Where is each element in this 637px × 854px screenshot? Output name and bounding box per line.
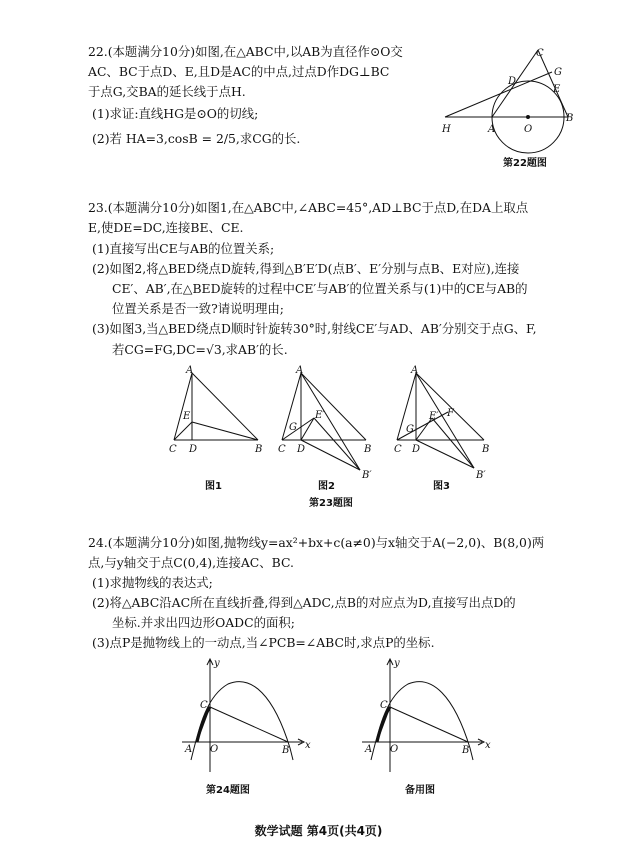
q23-fig3-label-b: B [482, 444, 490, 455]
q23-line-8: 若CG=FG,DC=√3,求AB′的长. [112, 342, 288, 357]
q23-fig2-label-b-prime: B′ [362, 470, 372, 481]
q23-fig2 [278, 365, 388, 481]
q23-fig1-label-a: A [186, 365, 194, 376]
q22-line-4: (1)求证:直线HG是⊙O的切线; [92, 106, 259, 121]
q23-line-1: 23.(本题满分10分)如图1,在△ABC中,∠ABC=45°,AD⊥BC于点D,在DA上取点 [88, 200, 529, 215]
q22-label-b: B [566, 113, 574, 124]
page-footer: 数学试题 第4页(共4页) [254, 824, 383, 838]
q22-label-g: G [554, 67, 562, 78]
q23-fig2-label-a: A [296, 365, 304, 376]
q22-line-5: (2)若 HA=3,cosB = 2/5,求CG的长. [92, 131, 301, 146]
q23-line-4: (2)如图2,将△BED绕点D旋转,得到△B′E′D(点B′、E′分别与点B、E对应),连接 [92, 261, 520, 276]
q23-caption: 第23题图 [309, 498, 353, 509]
q22-label-h: H [442, 124, 451, 135]
q24-line-6: (3)点P是抛物线上的一动点,当∠PCB=∠ABC时,求点P的坐标. [92, 635, 435, 650]
q24-fig-caption: 第24题图 [206, 785, 250, 796]
q24-line-5: 坐标.并求出四边形OADC的面积; [112, 615, 295, 630]
q22-line-hg [445, 72, 552, 117]
q23-fig1-label-d: D [189, 444, 198, 455]
q24-graph-main-label-y: y [214, 658, 220, 669]
q22-label-a: A [488, 124, 496, 135]
q23-fig2-label-b: B [364, 444, 372, 455]
q23-fig2-label-g: G [289, 422, 297, 433]
q23-line-2: E,使DE=DC,连接BE、CE. [88, 220, 244, 235]
q24-line-2: 点,与y轴交于点C(0,4),连接AC、BC. [88, 555, 294, 570]
q23-fig2-label-c: C [278, 444, 286, 455]
q23-line-5: CE′、AB′,在△BED旋转的过程中CE′与AB′的位置关系与(1)中的CE与AB的 [112, 281, 528, 296]
q24-line-3: (1)求抛物线的表达式; [92, 575, 213, 590]
q23-fig3-label-e: E′ [429, 411, 439, 422]
q23-fig3-label-f: F [447, 408, 454, 419]
q23-line-3: (1)直接写出CE与AB的位置关系; [92, 241, 275, 256]
q24-graph-main-label-c: C [200, 700, 208, 711]
q24-graph-spare-label-y: y [394, 658, 400, 669]
q22-figure [440, 44, 600, 144]
q24-graph-main [180, 656, 310, 776]
q23-fig1-caption: 图1 [205, 481, 222, 492]
q23-fig1 [166, 365, 276, 458]
q23-fig3-label-d: D [412, 444, 421, 455]
q23-fig1-label-c: C [169, 444, 177, 455]
q24-line-4: (2)将△ABC沿AC所在直线折叠,得到△ADC,点B的对应点为D,直接写出点D的 [92, 595, 516, 610]
q23-fig2-label-d: D [297, 444, 306, 455]
q24-line-1: 24.(本题满分10分)如图,抛物线y=ax²+bx+c(a≠0)与x轴交于A(−2,0)、B(8,0)两 [88, 535, 545, 550]
q24-graph-spare-label-a: A [365, 744, 373, 755]
q23-fig3-label-g: G [406, 424, 414, 435]
q23-fig3-label-a: A [411, 365, 419, 376]
q24-graph-main-label-a: A [185, 744, 193, 755]
q23-fig3-label-b-prime: B′ [476, 470, 486, 481]
q22-caption: 第22题图 [503, 158, 547, 169]
q23-line-6: 位置关系是否一致?请说明理由; [112, 301, 284, 316]
q24-graph-spare-label-x: x [485, 740, 491, 751]
q24-graph-main-label-o: O [210, 744, 219, 755]
q22-line-1: 22.(本题满分10分)如图,在△ABC中,以AB为直径作⊙O交 [88, 44, 403, 59]
q22-label-o: O [524, 124, 533, 135]
q23-fig1-label-b: B [255, 444, 263, 455]
q23-fig3 [394, 365, 504, 481]
q22-line-2: AC、BC于点D、E,且D是AC的中点,过点D作DG⊥BC [88, 64, 390, 79]
q24-graph-spare [360, 656, 490, 776]
q24-graph-main-label-x: x [305, 740, 311, 751]
q23-fig2-caption: 图2 [318, 481, 335, 492]
q24-graph-spare-label-o: O [390, 744, 399, 755]
q23-fig3-caption: 图3 [433, 481, 450, 492]
q22-label-c: C [536, 48, 544, 59]
q23-fig2-label-e: E′ [315, 410, 325, 421]
q23-line-7: (3)如图3,当△BED绕点D顺时针旋转30°时,射线CE′与AD、AB′分别交于点G、F, [92, 321, 537, 336]
q22-label-e: E [553, 84, 561, 95]
q24-spare-caption: 备用图 [405, 785, 435, 796]
q23-fig3-label-c: C [394, 444, 402, 455]
q23-fig1-label-e: E [183, 411, 191, 422]
q24-graph-spare-label-c: C [380, 700, 388, 711]
q24-graph-spare-label-b: B [462, 745, 470, 756]
q24-graph-main-label-b: B [282, 745, 290, 756]
q22-line-3: 于点G,交BA的延长线于点H. [88, 84, 246, 99]
q22-label-d: D [508, 76, 517, 87]
